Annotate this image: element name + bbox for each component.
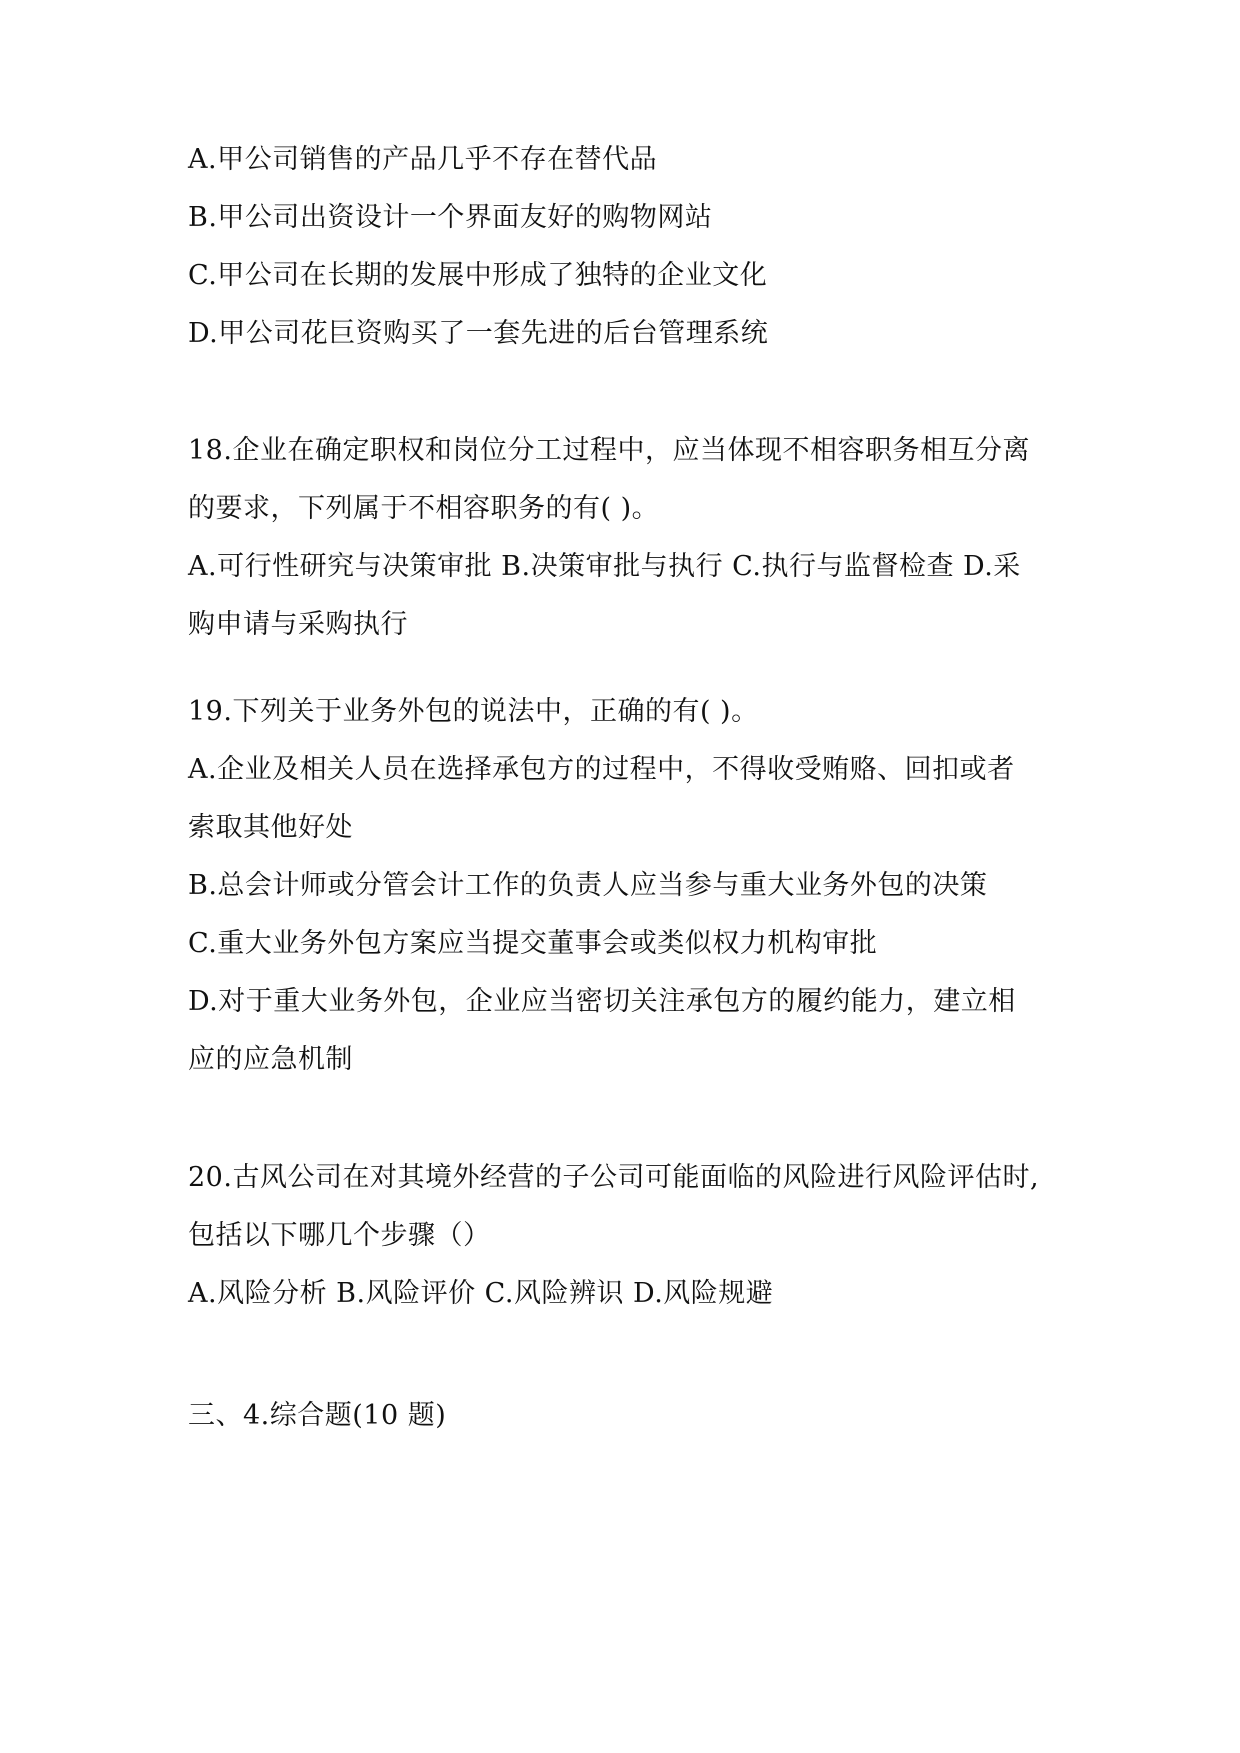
section-heading: 三、4.综合题(10 题) [188, 1400, 447, 1431]
q18-options-line2: 购申请与采购执行 [188, 609, 408, 640]
q19-option-d-line2: 应的应急机制 [188, 1044, 353, 1075]
q19-option-b: B.总会计师或分管会计工作的负责人应当参与重大业务外包的决策 [188, 870, 988, 901]
q17-option-b: B.甲公司出资设计一个界面友好的购物网站 [188, 202, 713, 233]
q17-option-c: C.甲公司在长期的发展中形成了独特的企业文化 [188, 260, 768, 291]
q18-stem-line1: 18.企业在确定职权和岗位分工过程中，应当体现不相容职务相互分离 [188, 435, 1030, 466]
q19-stem: 19.下列关于业务外包的说法中，正确的有( )。 [188, 696, 759, 727]
q17-option-a: A.甲公司销售的产品几乎不存在替代品 [188, 144, 658, 175]
q18-stem-line2: 的要求，下列属于不相容职务的有( )。 [188, 493, 660, 524]
q17-option-d: D.甲公司花巨资购买了一套先进的后台管理系统 [188, 318, 769, 349]
q19-option-a-line2: 索取其他好处 [188, 812, 353, 843]
q19-option-c: C.重大业务外包方案应当提交董事会或类似权力机构审批 [188, 928, 878, 959]
q20-stem-line1: 20.古风公司在对其境外经营的子公司可能面临的风险进行风险评估时, [188, 1162, 1040, 1193]
q20-stem-line2: 包括以下哪几个步骤（） [188, 1220, 491, 1251]
q20-options: A.风险分析 B.风险评价 C.风险辨识 D.风险规避 [188, 1278, 774, 1309]
q19-option-a-line1: A.企业及相关人员在选择承包方的过程中，不得收受贿赂、回扣或者 [188, 754, 1015, 785]
q19-option-d-line1: D.对于重大业务外包，企业应当密切关注承包方的履约能力，建立相 [188, 986, 1016, 1017]
q18-options-line1: A.可行性研究与决策审批 B.决策审批与执行 C.执行与监督检查 D.采 [188, 551, 1021, 582]
